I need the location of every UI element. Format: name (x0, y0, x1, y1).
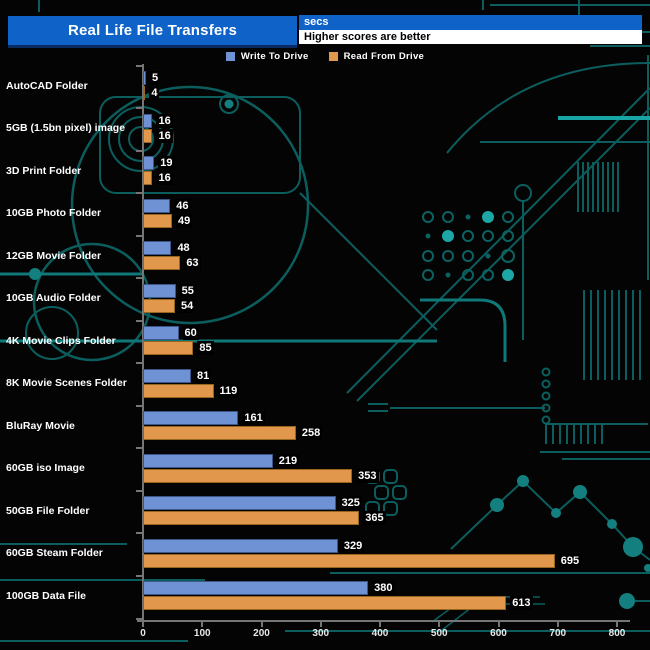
value-label: 85 (199, 342, 212, 355)
category-label: 12GB Movie Folder (6, 249, 102, 262)
x-axis-tick-label: 100 (193, 628, 211, 639)
x-axis-tick (142, 622, 144, 627)
read-bar (143, 214, 172, 228)
write-bar (143, 199, 170, 213)
value-label: 5 (151, 72, 159, 84)
x-axis-tick-label: 500 (430, 628, 448, 639)
y-axis-tick (136, 277, 142, 279)
y-axis-tick (136, 405, 142, 407)
read-bar (143, 86, 145, 100)
value-label: 63 (186, 257, 199, 270)
y-axis-tick (136, 192, 142, 194)
y-axis-tick (136, 532, 142, 534)
units-label: secs (299, 15, 642, 30)
value-label: 48 (177, 242, 190, 255)
y-axis-tick (136, 490, 142, 492)
category-label: 10GB Photo Folder (6, 207, 102, 220)
write-bar (143, 496, 336, 510)
value-label: 219 (278, 454, 298, 467)
legend-label: Read From Drive (343, 51, 425, 62)
read-bar (143, 554, 555, 568)
category-label: 60GB iso Image (6, 462, 85, 475)
read-bar (143, 129, 152, 143)
write-bar (143, 284, 176, 298)
write-bar (143, 156, 154, 170)
category-label: 5GB (1.5bn pixel) image (6, 122, 126, 135)
chart-subtitle: Higher scores are better (299, 30, 642, 44)
y-axis-tick (136, 150, 142, 152)
x-axis-tick (320, 622, 322, 627)
y-axis-tick (136, 447, 142, 449)
write-bar (143, 411, 238, 425)
category-label: 3D Print Folder (6, 164, 82, 177)
value-label: 365 (365, 512, 384, 525)
value-label: 60 (184, 327, 197, 340)
value-label: 329 (343, 539, 363, 552)
value-label: 81 (196, 369, 210, 382)
write-bar (143, 326, 179, 340)
read-bar (143, 256, 180, 270)
read-bar (143, 171, 152, 185)
read-bar (143, 299, 175, 313)
category-label: 60GB Steam Folder (6, 547, 103, 560)
y-axis-tick (136, 618, 142, 620)
write-bar (143, 581, 368, 595)
y-axis-tick (136, 362, 142, 364)
category-label: 8K Movie Scenes Folder (6, 377, 127, 390)
x-axis-tick (261, 622, 263, 627)
read-bar (143, 384, 214, 398)
x-axis-tick-label: 400 (371, 628, 389, 639)
x-axis-tick (201, 622, 203, 627)
y-axis-tick (136, 235, 142, 237)
value-label: 613 (512, 597, 531, 610)
value-label: 54 (180, 299, 194, 312)
read-bar (143, 596, 506, 610)
value-label: 258 (301, 427, 321, 440)
write-bar (143, 71, 146, 85)
read-bar (143, 469, 352, 483)
y-axis-tick (136, 575, 142, 577)
read-bar (143, 341, 193, 355)
value-label: 119 (219, 384, 238, 397)
value-label: 16 (158, 172, 171, 185)
category-label: 50GB File Folder (6, 504, 90, 517)
x-axis-tick-label: 700 (549, 628, 567, 639)
legend-label: Write To Drive (240, 51, 309, 62)
x-axis-tick-label: 800 (608, 628, 626, 639)
y-axis-tick (136, 65, 142, 67)
value-label: 55 (181, 284, 194, 297)
y-axis-tick (136, 107, 142, 109)
x-axis-tick (438, 622, 440, 627)
value-label: 46 (176, 199, 189, 212)
category-label: AutoCAD Folder (6, 79, 88, 92)
write-bar (143, 539, 338, 553)
write-bar (143, 454, 273, 468)
x-axis-tick (498, 622, 500, 627)
value-label: 4 (151, 87, 158, 99)
read-bar (143, 426, 296, 440)
x-axis-tick-label: 600 (490, 628, 507, 639)
x-axis-tick (616, 622, 618, 627)
x-axis-tick-label: 0 (140, 628, 146, 639)
value-label: 380 (374, 582, 393, 595)
write-bar (143, 241, 171, 255)
value-label: 19 (160, 157, 173, 170)
x-axis-tick (379, 622, 381, 627)
category-label: BluRay Movie (6, 419, 75, 432)
x-axis-tick-label: 300 (312, 628, 330, 639)
value-label: 16 (158, 114, 171, 127)
x-axis-tick-label: 200 (253, 628, 270, 639)
chart-title: Real Life File Transfers (8, 16, 297, 48)
value-label: 353 (358, 469, 377, 482)
x-axis-tick (557, 622, 559, 627)
write-bar (143, 114, 152, 128)
value-label: 325 (341, 497, 360, 510)
value-label: 49 (178, 214, 191, 227)
category-label: 100GB Data File (6, 589, 86, 602)
y-axis-tick (136, 320, 142, 322)
category-label: 10GB Audio Folder (6, 292, 101, 305)
category-label: 4K Movie Clips Folder (6, 334, 116, 347)
read-bar (143, 511, 359, 525)
value-label: 16 (158, 129, 171, 142)
value-label: 695 (560, 554, 580, 567)
write-bar (143, 369, 191, 383)
value-label: 161 (244, 412, 263, 425)
